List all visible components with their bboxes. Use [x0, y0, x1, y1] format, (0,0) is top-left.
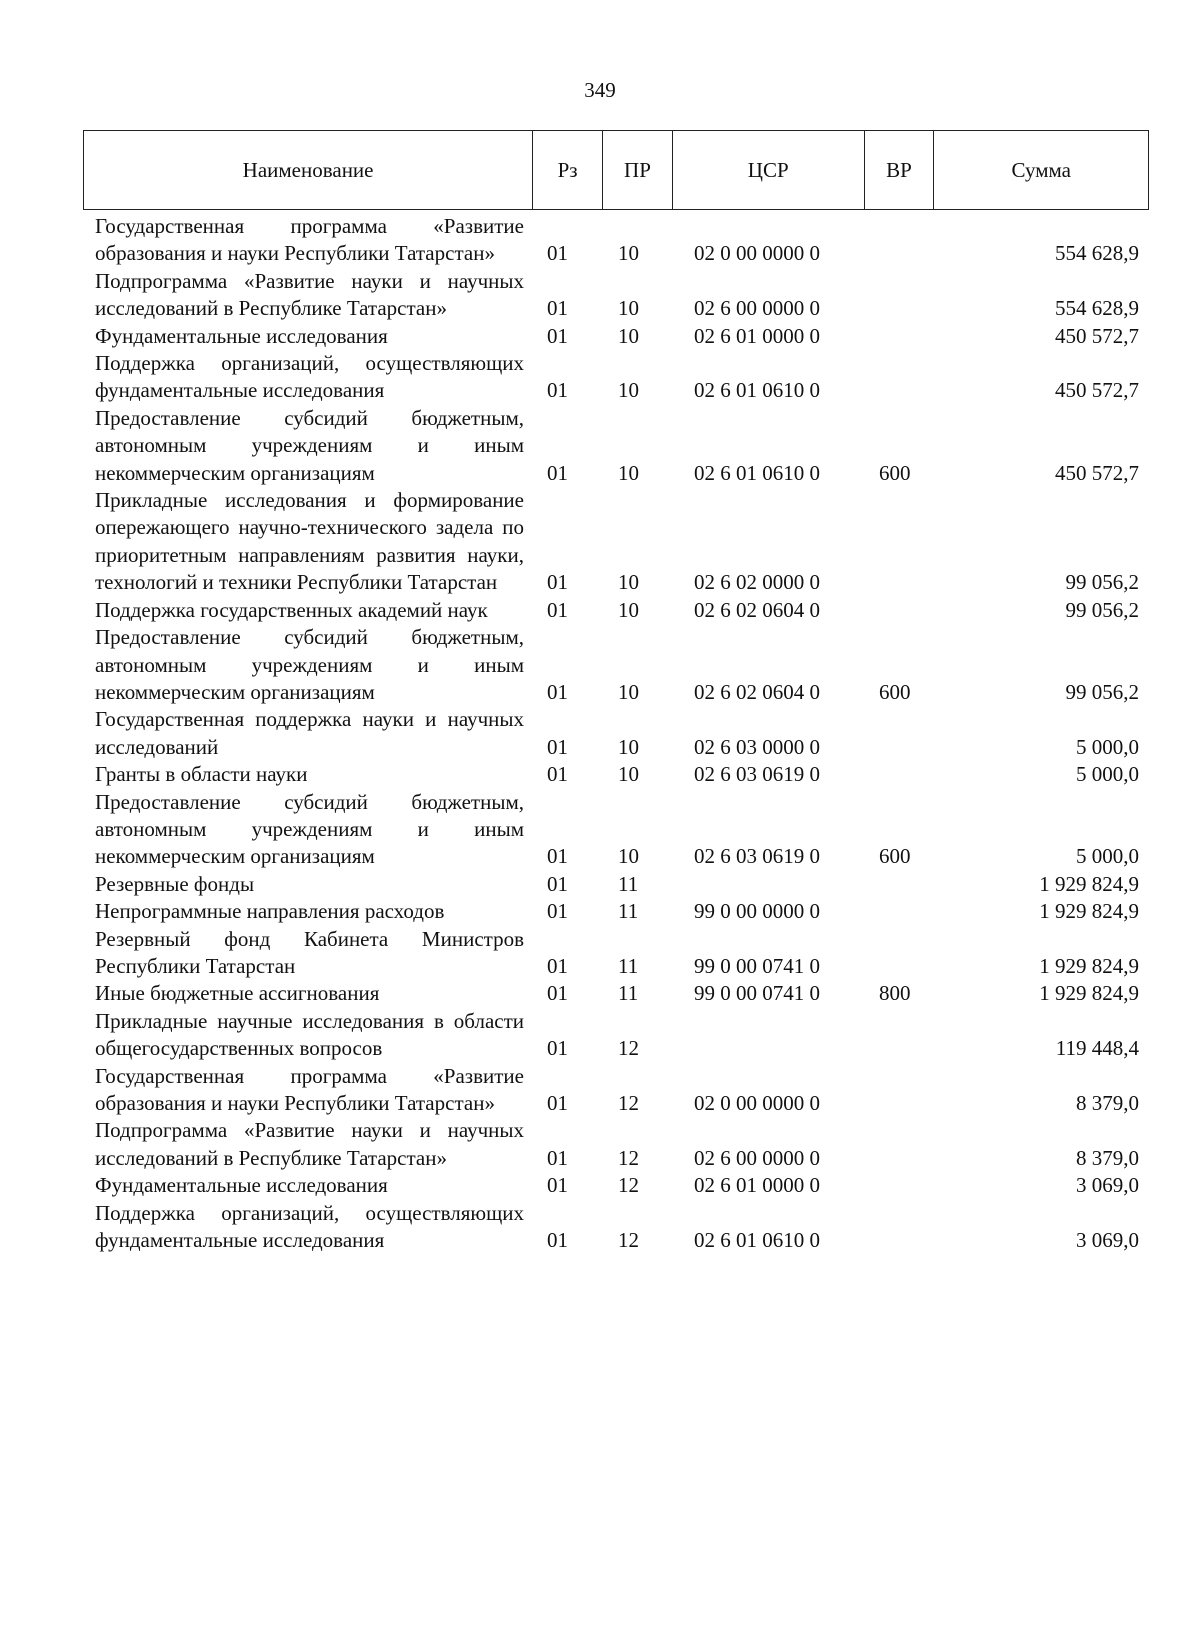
table-row: [83, 871, 1149, 898]
row-sum: 554 628,9: [1055, 296, 1139, 321]
row-sum: 99 056,2: [1065, 570, 1139, 595]
table-row: [83, 405, 1149, 487]
header-sum: Сумма: [1011, 157, 1071, 182]
row-sum: 5 000,0: [1076, 762, 1139, 787]
row-pr: 10: [618, 597, 639, 622]
table-row: [83, 1008, 1149, 1063]
row-name: Прикладные научные исследования в области общегосударственных вопросов: [95, 1008, 524, 1061]
table-row: [83, 213, 1149, 268]
row-csr: 02 6 00 0000 0: [694, 1145, 820, 1170]
row-sum: 119 448,4: [1055, 1036, 1139, 1061]
table-row: [83, 898, 1149, 925]
row-sum: 1 929 824,9: [1039, 871, 1139, 896]
row-pr: 10: [618, 679, 639, 704]
row-csr: 99 0 00 0741 0: [694, 981, 820, 1006]
table-row: [83, 323, 1149, 350]
table-row: [83, 761, 1149, 788]
row-sum: 1 929 824,9: [1039, 953, 1139, 978]
row-csr: 02 6 02 0604 0: [694, 597, 820, 622]
row-name: Поддержка государственных академий наук: [95, 597, 488, 622]
row-sum: 1 929 824,9: [1039, 981, 1139, 1006]
row-pr: 10: [618, 762, 639, 787]
row-rz: 01: [547, 296, 568, 321]
row-pr: 11: [618, 899, 639, 924]
row-pr: 10: [618, 844, 639, 869]
row-pr: 10: [618, 323, 639, 348]
table-row: [83, 624, 1149, 706]
row-name: Государственная программа «Развитие образования и науки Республики Татарстан»: [95, 1063, 524, 1115]
row-csr: 02 0 00 0000 0: [694, 1091, 820, 1115]
table-row: [83, 1200, 1149, 1255]
row-csr: 02 6 01 0000 0: [694, 1173, 820, 1198]
table-row: [83, 789, 1149, 871]
row-csr: 02 6 01 0610 0: [694, 378, 820, 403]
row-csr: 02 6 00 0000 0: [694, 296, 820, 321]
row-rz: 01: [547, 679, 568, 704]
row-csr: 02 6 03 0619 0: [694, 844, 820, 869]
row-name: Непрограммные направления расходов: [95, 899, 445, 924]
row-rz: 01: [547, 597, 568, 622]
row-sum: 8 379,0: [1076, 1145, 1139, 1170]
row-pr: 12: [618, 1173, 639, 1198]
row-sum: 99 056,2: [1065, 679, 1139, 704]
row-rz: 01: [547, 378, 568, 403]
row-sum: 554 628,9: [1055, 241, 1139, 266]
row-pr: 12: [618, 1228, 639, 1253]
table-row: [83, 706, 1149, 761]
row-csr: 02 6 01 0610 0: [694, 460, 820, 485]
row-sum: 450 572,7: [1055, 323, 1139, 348]
row-rz: 01: [547, 1228, 568, 1253]
row-name: Подпрограмма «Развитие науки и научных исследований в Республике Татарстан»: [95, 1118, 524, 1170]
row-rz: 01: [547, 762, 568, 787]
header-csr: ЦСР: [673, 131, 865, 209]
row-name: Фундаментальные исследования: [95, 323, 388, 348]
row-sum: 99 056,2: [1065, 597, 1139, 622]
row-csr: 02 6 02 0000 0: [694, 570, 820, 595]
row-rz: 01: [547, 844, 568, 869]
table-body: [83, 213, 1149, 1254]
page-number: 349: [584, 78, 616, 102]
row-name: Государственная поддержка науки и научных исследований: [95, 707, 524, 759]
row-csr: 02 6 01 0610 0: [694, 1228, 820, 1253]
row-csr: 02 6 01 0000 0: [694, 323, 820, 348]
header-rz: Рз: [533, 131, 603, 209]
row-sum: 450 572,7: [1055, 460, 1139, 485]
row-rz: 01: [547, 871, 568, 896]
row-name: Предоставление субсидий бюджетным, автономным учреждениям и иным некоммерческим организациям: [95, 405, 524, 485]
row-pr: 12: [618, 1036, 639, 1061]
row-name: Подпрограмма «Развитие науки и научных исследований в Республике Татарстан»: [95, 268, 524, 321]
row-rz: 01: [547, 1091, 568, 1115]
row-pr: 10: [618, 241, 639, 266]
row-pr: 10: [618, 734, 639, 759]
row-name: Предоставление субсидий бюджетным, автономным учреждениям и иным некоммерческим организациям: [95, 625, 524, 704]
table-row: [83, 350, 1149, 405]
row-csr: 02 6 03 0000 0: [694, 734, 820, 759]
header-vr: ВР: [865, 131, 935, 209]
row-csr: 02 0 00 0000 0: [694, 241, 820, 266]
row-name: Иные бюджетные ассигнования: [95, 981, 380, 1006]
row-name: Государственная программа «Развитие образования и науки Республики Татарстан»: [95, 214, 524, 266]
table-row: [83, 268, 1149, 323]
row-pr: 10: [618, 460, 639, 485]
row-rz: 01: [547, 1173, 568, 1198]
header-pr: ПР: [603, 131, 673, 209]
row-rz: 01: [547, 460, 568, 485]
row-rz: 01: [547, 323, 568, 348]
row-pr: 11: [618, 953, 639, 978]
row-rz: 01: [547, 899, 568, 924]
row-rz: 01: [547, 241, 568, 266]
row-rz: 01: [547, 1036, 568, 1061]
row-vr: 800: [879, 981, 911, 1006]
row-pr: 11: [618, 981, 639, 1006]
table-row: [83, 597, 1149, 624]
row-name: Резервные фонды: [95, 871, 255, 896]
row-rz: 01: [547, 734, 568, 759]
row-name: Резервный фонд Кабинета Министров Республики Татарстан: [95, 926, 524, 978]
row-name: Фундаментальные исследования: [95, 1173, 388, 1198]
row-sum: 1 929 824,9: [1039, 899, 1139, 924]
table-row: [83, 926, 1149, 981]
row-name: Гранты в области науки: [95, 762, 308, 787]
row-csr: 02 6 02 0604 0: [694, 679, 820, 704]
row-rz: 01: [547, 953, 568, 978]
row-name: Предоставление субсидий бюджетным, автономным учреждениям и иным некоммерческим организациям: [95, 789, 524, 869]
table-row: [83, 980, 1149, 1007]
row-rz: 01: [547, 981, 568, 1006]
row-rz: 01: [547, 1145, 568, 1170]
row-vr: 600: [879, 460, 911, 485]
row-pr: 10: [618, 378, 639, 403]
row-sum: 450 572,7: [1055, 378, 1139, 403]
row-sum: 5 000,0: [1076, 734, 1139, 759]
row-sum: 3 069,0: [1076, 1228, 1139, 1253]
row-csr: 02 6 03 0619 0: [694, 762, 820, 787]
table-row: [83, 1063, 1149, 1118]
row-sum: 3 069,0: [1076, 1173, 1139, 1198]
table-row: [83, 1117, 1149, 1172]
row-vr: 600: [879, 679, 911, 704]
header-name: Наименование: [84, 131, 533, 209]
table-row: [83, 487, 1149, 597]
row-pr: 12: [618, 1145, 639, 1170]
row-pr: 12: [618, 1091, 639, 1115]
table-header: [83, 130, 1149, 210]
row-pr: 10: [618, 570, 639, 595]
row-name: Поддержка организаций, осуществляющих фундаментальные исследования: [95, 1200, 524, 1253]
table-row: [83, 1172, 1149, 1199]
row-csr: 99 0 00 0741 0: [694, 953, 820, 978]
row-vr: 600: [879, 844, 911, 869]
row-pr: 10: [618, 296, 639, 321]
row-csr: 99 0 00 0000 0: [694, 899, 820, 924]
row-name: Прикладные исследования и формирование опережающего научно-технического задела по приоритетным направлениям развития науки, технологий и техники Республики Татарстан: [95, 488, 524, 595]
row-rz: 01: [547, 570, 568, 595]
row-pr: 11: [618, 871, 639, 896]
row-name: Поддержка организаций, осуществляющих фундаментальные исследования: [95, 351, 524, 403]
row-sum: 8 379,0: [1076, 1091, 1139, 1115]
row-sum: 5 000,0: [1076, 844, 1139, 869]
